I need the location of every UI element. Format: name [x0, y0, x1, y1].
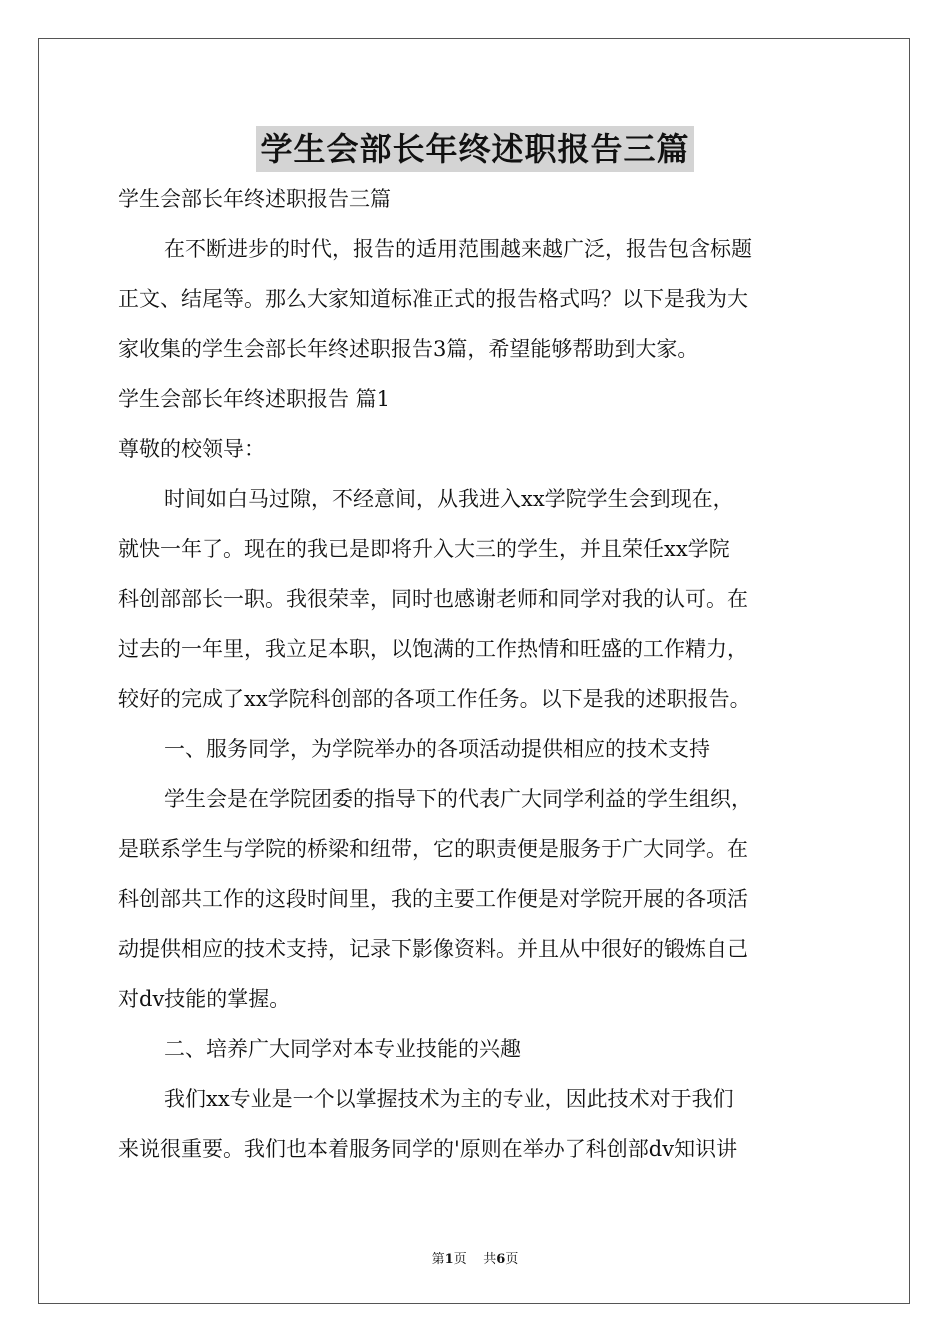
body-line: 我们xx专业是一个以掌握技术为主的专业，因此技术对于我们 — [164, 1087, 734, 1111]
title-block — [0, 126, 950, 172]
body-line: 学生会部长年终述职报告三篇 — [118, 187, 391, 211]
body-line: 学生会是在学院团委的指导下的代表广大同学利益的学生组织， — [164, 787, 752, 811]
body-line: 尊敬的校领导： — [118, 437, 265, 461]
document-title: 学生会部长年终述职报告三篇 — [256, 126, 693, 172]
body-line: 时间如白马过隙，不经意间，从我进入xx学院学生会到现在， — [164, 487, 734, 511]
body-line: 一、服务同学，为学院举办的各项活动提供相应的技术支持 — [164, 737, 710, 761]
page-number: 1 — [444, 1252, 454, 1267]
body-line: 就快一年了。现在的我已是即将升入大三的学生，并且荣任xx学院 — [118, 537, 730, 561]
body-line: 较好的完成了xx学院科创部的各项工作任务。以下是我的述职报告。 — [118, 687, 751, 711]
body-line: 过去的一年里，我立足本职，以饱满的工作热情和旺盛的工作精力， — [118, 637, 748, 661]
body-line: 二、培养广大同学对本专业技能的兴趣 — [164, 1037, 521, 1061]
body-line: 来说很重要。我们也本着服务同学的'原则在举办了科创部dv知识讲 — [118, 1137, 738, 1161]
body-line: 科创部共工作的这段时间里，我的主要工作便是对学院开展的各项活 — [118, 887, 748, 911]
page-prefix: 第 — [431, 1252, 445, 1267]
page-footer — [0, 1248, 950, 1267]
body-line: 是联系学生与学院的桥梁和纽带，它的职责便是服务于广大同学。在 — [118, 837, 748, 861]
total-suffix: 页 — [505, 1252, 519, 1267]
body-line: 在不断进步的时代，报告的适用范围越来越广泛，报告包含标题 — [164, 237, 752, 261]
document-body — [118, 174, 838, 1174]
body-line: 对dv技能的掌握。 — [118, 987, 291, 1011]
body-line: 正文、结尾等。那么大家知道标准正式的报告格式吗？以下是我为大 — [118, 287, 748, 311]
body-line: 学生会部长年终述职报告 篇1 — [118, 387, 391, 411]
page-suffix: 页 — [453, 1252, 467, 1267]
body-line: 科创部部长一职。我很荣幸，同时也感谢老师和同学对我的认可。在 — [118, 587, 748, 611]
total-prefix: 共 — [483, 1252, 497, 1267]
total-pages: 6 — [496, 1252, 506, 1267]
body-line: 动提供相应的技术支持，记录下影像资料。并且从中很好的锻炼自己 — [118, 937, 748, 961]
body-line: 家收集的学生会部长年终述职报告3篇，希望能够帮助到大家。 — [118, 337, 699, 361]
